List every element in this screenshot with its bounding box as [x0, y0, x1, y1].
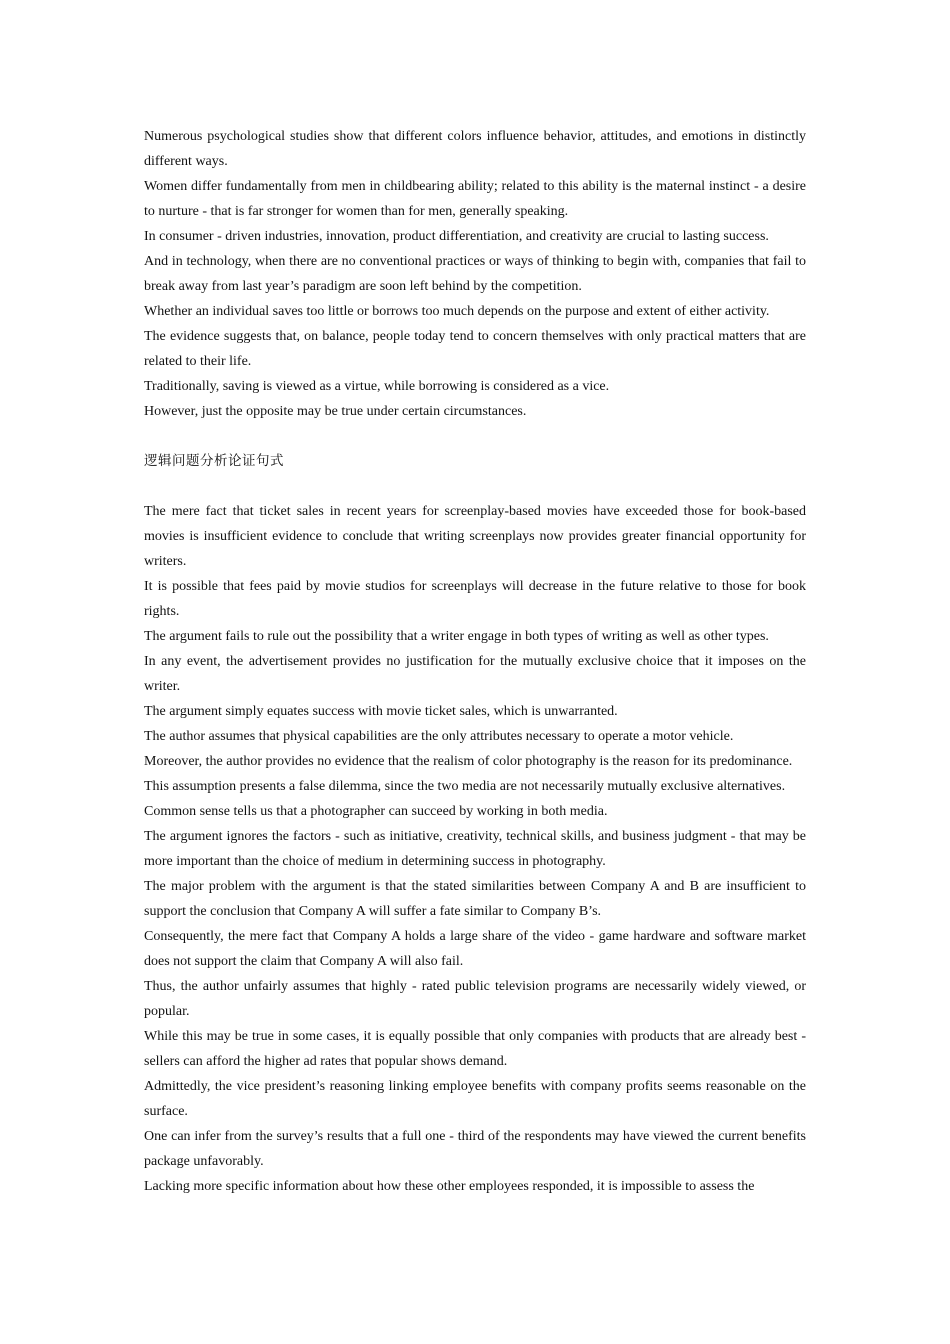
paragraph: The evidence suggests that, on balance, people today tend to concern themselves with only practical matters that are related to their life. — [144, 329, 806, 369]
paragraph: Common sense tells us that a photographer can succeed by working in both media. — [144, 804, 608, 819]
paragraph: Whether an individual saves too little or borrows too much depends on the purpose and extent of either activity. — [144, 304, 770, 319]
paragraph: The argument ignores the factors - such as initiative, creativity, technical skills, and business judgment - that may be more important than the choice of medium in determining success in photography. — [144, 829, 806, 869]
paragraph: The author assumes that physical capabilities are the only attributes necessary to operate a motor vehicle. — [144, 729, 734, 744]
paragraph: Consequently, the mere fact that Company A holds a large share of the video - game hardware and software market does not support the claim that Company A will also fail. — [144, 929, 806, 969]
paragraph: One can infer from the survey’s results that a full one - third of the respondents may have viewed the current benefits package unfavorably. — [144, 1129, 806, 1169]
section-argument-sentences — [144, 499, 806, 1199]
paragraph: Lacking more specific information about how these other employees responded, it is impossible to assess the — [144, 1179, 755, 1194]
paragraph: Traditionally, saving is viewed as a virtue, while borrowing is considered as a vice. — [144, 379, 610, 394]
paragraph: Numerous psychological studies show that different colors influence behavior, attitudes, and emotions in distinctly different ways. — [144, 129, 806, 169]
paragraph: The argument simply equates success with movie ticket sales, which is unwarranted. — [144, 704, 618, 719]
paragraph: The argument fails to rule out the possibility that a writer engage in both types of writing as well as other types. — [144, 629, 769, 644]
paragraph: Admittedly, the vice president’s reasoning linking employee benefits with company profits seems reasonable on the surface. — [144, 1079, 806, 1119]
paragraph: Women differ fundamentally from men in childbearing ability; related to this ability is the maternal instinct - a desire to nurture - that is far stronger for women than for men, generally speaking. — [144, 179, 806, 219]
paragraph: It is possible that fees paid by movie studios for screenplays will decrease in the future relative to those for book rights. — [144, 579, 806, 619]
section-color-psychology — [144, 124, 806, 424]
paragraph: In any event, the advertisement provides no justification for the mutually exclusive choice that it imposes on the writer. — [144, 654, 806, 694]
paragraph: While this may be true in some cases, it is equally possible that only companies with products that are already best - sellers can afford the higher ad rates that popular shows demand. — [144, 1029, 806, 1069]
paragraph: The mere fact that ticket sales in recent years for screenplay-based movies have exceeded those for book-based movies is insufficient evidence to conclude that writing screenplays now provides greater financial opportunity for writers. — [144, 504, 806, 569]
section-heading: 逻辑问题分析论证句式 — [144, 453, 284, 469]
paragraph: The major problem with the argument is that the stated similarities between Company A and B are insufficient to support the conclusion that Company A will suffer a fate similar to Company B’s. — [144, 879, 806, 919]
paragraph: Thus, the author unfairly assumes that highly - rated public television programs are necessarily widely viewed, or popular. — [144, 979, 806, 1019]
paragraph: And in technology, when there are no conventional practices or ways of thinking to begin with, companies that fail to break away from last year’s paradigm are soon left behind by the competition. — [144, 254, 806, 294]
paragraph: Moreover, the author provides no evidence that the realism of color photography is the reason for its predominance. — [144, 754, 793, 769]
document-page — [144, 124, 806, 1199]
paragraph: However, just the opposite may be true under certain circumstances. — [144, 404, 527, 419]
paragraph: This assumption presents a false dilemma, since the two media are not necessarily mutually exclusive alternatives. — [144, 779, 786, 794]
paragraph: In consumer - driven industries, innovation, product differentiation, and creativity are crucial to lasting success. — [144, 229, 769, 244]
